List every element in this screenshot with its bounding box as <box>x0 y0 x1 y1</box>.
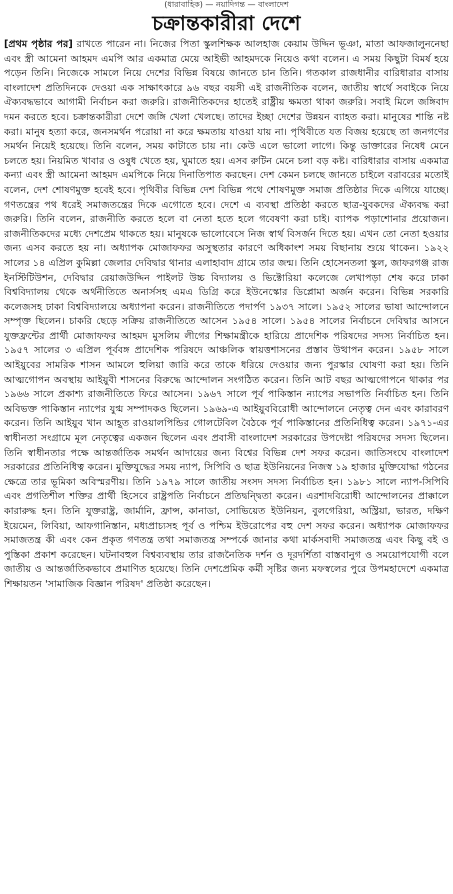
article-body <box>4 38 449 888</box>
clipped-header-strip: (ধারাবাহিক) — নয়াদিগন্ত — বাংলাদেশ <box>164 0 289 9</box>
headline: চক্রান্তকারীরা দেশে <box>152 11 301 35</box>
continuation-kicker: [প্রথম পৃষ্ঠার পর] <box>4 39 73 50</box>
article-text: রাখতে পারেন না। নিজের পিতা স্কুলশিক্ষক আলহাজ কেয়াম উদ্দিন ভূঞা, মাতা আফজালুননেছা এবং স্ত্রী আমেনা আহমদ এমপি আর একমাত্র মেয়ে আইভী আহমদকে নিয়েও কথা বলেন। এ সময় কিছুটা বিমর্ষ হয়ে পড়েন তিনি। নিজেকে সামলে নিয়ে দেশের বিভিন্ন বিষয়ে জানতে চান তিনি। গতকাল রাজধানীর বারিধারার বাসায় বাংলাদেশ প্রতিদিনকে দেওয়া এক সাক্ষাৎকারে ৯৬ বছর বয়সী এই রাজনীতিক বলেন, জাতীয় স্বার্থে সবাইকে নিয়ে ঐক্যবদ্ধভাবে আগামী নির্বাচন করা জরুরি। রাজনীতিকদের হাতেই রাষ্ট্রীয় ক্ষমতা থাকা জরুরি। সবাই মিলে জঙ্গিবাদ দমন করতে হবে। চক্রান্তকারীরা দেশে জঙ্গি খেলা খেলছে। তাদের ইচ্ছা দেশের উন্নয়ন ব্যাহত করা। মানুষের শান্তি নষ্ট করা। মানুষ হত্যা করে, জনসমর্থন পরোয়া না করে ক্ষমতায় যাওয়া যায় না। পৃথিবীতে যত বিজয় হয়েছে তা জনগণের সমর্থন নিয়েই হয়েছে। তিনি বলেন, সময় কাটাতে চায় না। কেউ এলে ভালো লাগে। কিন্তু ডাক্তারের নিষেধ মেনে চলতে হয়। নিয়মিত খাবার ও ওষুধ খেতে হয়, ঘুমাতে হয়। এসব রুটিন মেনে চলা বড় কষ্ট। বারিধারার বাসায় একমাত্র কন্যা এবং স্ত্রী আমেনা আহমদ এমপিকে নিয়ে দিনাতিপাত করছেন। দেশ কেমন চলছে জানতে চাইলে বরাবরের মতোই বলেন, দেশ শোষণমুক্ত হবেই হবে। পৃথিবীর বিভিন্ন দেশ বিভিন্ন পথে শোষণমুক্ত সমাজ প্রতিষ্ঠার দিকে এগিয়ে যাচ্ছে। গণতন্ত্রের পথ ধরেই সমাজতন্ত্রের দিকে এগোতে হবে। দেশে এ ব্যবস্থা প্রতিষ্ঠা করতে ছাত্র-যুবকদের ঐক্যবদ্ধ করা জরুরি। তিনি বলেন, রাজনীতি করতে হলে বা নেতা হতে হলে গবেষণা করা চাই। ব্যাপক পড়াশোনার প্রয়োজন। রাজনীতিকদের মধ্যে দেশপ্রেম থাকতে হয়। মানুষকে ভালোবেসে নিজ স্বার্থ বিসর্জন দিতে হয়। এখন তো নেতা হওয়ার জন্য এসব করতে হয় না। অধ্যাপক মোজাফফর অসুস্থতার কারণে অধিকাংশ সময় বিছানায় শুয়ে থাকেন। ১৯২২ সালের ১৪ এপ্রিল কুমিল্লা জেলার দেবিদ্বার থানার এলাহাবাদ গ্রামে তার জন্ম। তিনি হোসেনতলা স্কুল, জাফরগঞ্জ রাজ ইনস্টিটিউশন, দেবিদ্বার রেয়াজউদ্দিন পাইলট উচ্চ বিদ্যালয় ও ভিক্টোরিয়া কলেজে লেখাপড়া শেষ করে ঢাকা বিশ্ববিদ্যালয় থেকে অর্থনীতিতে অনার্সসহ এমএ ডিগ্রি করে ইউনেস্কোর ডিপ্লোমা অর্জন করেন। বিভিন্ন সরকারি কলেজসহ ঢাকা বিশ্ববিদ্যালয়ে অধ্যাপনা করেন। রাজনীতিতে পদার্পণ ১৯৩৭ সালে। ১৯৫২ সালের ভাষা আন্দোলনে সম্পৃক্ত ছিলেন। চাকরি ছেড়ে সক্রিয় রাজনীতিতে আসেন ১৯৫৪ সালে। ১৯৫৪ সালের নির্বাচনে দেবিদ্বার আসনে যুক্তফ্রন্টের প্রার্থী মোজাফফর আহমদ মুসলিম লীগের শিক্ষামন্ত্রীকে হারিয়ে প্রাদেশিক পরিষদের সদস্য নির্বাচিত হন। ১৯৫৭ সালের ৩ এপ্রিল পূর্ববঙ্গ প্রাদেশিক পরিষদে আঞ্চলিক স্বায়ত্তশাসনের প্রস্তাব উত্থাপন করেন। ১৯৫৮ সালে আইয়ুবের সামরিক শাসন আমলে হুলিয়া জারি করে তাকে ধরিয়ে দেওয়ার জন্য পুরস্কার ঘোষণা করা হয়। তিনি আত্মগোপন অবস্থায় আইয়ুবী শাসনের বিরুদ্ধে আন্দোলন সংগঠিত করেন। তিনি আট বছর আত্মগোপনে থাকার পর ১৯৬৬ সালে প্রকাশ্য রাজনীতিতে ফিরে আসেন। ১৯৬৭ সালে পূর্ব পাকিস্তান ন্যাপের সভাপতি নির্বাচিত হন। তিনি অবিভক্ত পাকিস্তান ন্যাপের যুগ্ম সম্পাদকও ছিলেন। ১৯৬৯-এ আইয়ুববিরোধী আন্দোলনে নেতৃত্ব দেন এবং কারাবরণ করেন। তিনি আইয়ুব খান আহূত রাওয়ালপিন্ডির গোলটেবিল বৈঠকে পূর্ব পাকিস্তানের প্রতিনিধিত্ব করেন। ১৯৭১-এর স্বাধীনতা সংগ্রামে মূল নেতৃত্বের একজন ছিলেন এবং প্রবাসী বাংলাদেশ সরকারের উপদেষ্টা পরিষদের সদস্য ছিলেন। তিনি স্বাধীনতার পক্ষে আন্তর্জাতিক সমর্থন আদায়ের জন্য বিশ্বের বিভিন্ন দেশ সফর করেন। জাতিসংঘে বাংলাদেশ সরকারের প্রতিনিধিত্ব করেন। মুক্তিযুদ্ধের সময় ন্যাপ, সিপিবি ও ছাত্র ইউনিয়নের নিজস্ব ১৯ হাজার মুক্তিযোদ্ধা গঠনের ক্ষেত্রে তার ভূমিকা অবিস্মরণীয়। তিনি ১৯৭৯ সালে জাতীয় সংসদ সদস্য নির্বাচিত হন। ১৯৮১ সালে ন্যাপ-সিপিবি এবং প্রগতিশীল শক্তির প্রার্থী হিসেবে রাষ্ট্রপতি নির্বাচনে প্রতিদ্বন্দ্বিতা করেন। এরশাদবিরোধী আন্দোলনের প্রাক্কালে কারারুদ্ধ হন। তিনি যুক্তরাষ্ট্র, জার্মানি, ফ্রান্স, কানাডা, সোভিয়েত ইউনিয়ন, বুলগেরিয়া, অস্ট্রিয়া, ভারত, দক্ষিণ ইয়েমেন, লিবিয়া, আফগানিস্তান, মধ্যপ্রাচ্যসহ পূর্ব ও পশ্চিম ইউরোপের বহু দেশ সফর করেন। অধ্যাপক মোজাফফর সমাজতন্ত্র কী এবং কেন প্রকৃত গণতন্ত্র তথা সমাজতন্ত্র সম্পর্কে জানার কথা মার্কসবাদী সমাজতন্ত্র এবং কিছু বই ও পুস্তিকা প্রকাশ করেছেন। ঘটনাবহুল বিশ্বব্যবস্থায় তার রাজনৈতিক দর্শন ও দূরদর্শিতা বাস্তবানুগ ও সময়োপযোগী বলে জাতীয় ও আন্তর্জাতিকভাবে প্রমাণিত হয়েছে। তিনি দেশপ্রেমিক কর্মী সৃষ্টির জন্য মফস্বলের পুরে উপমহাদেশে একমাত্র শিক্ষায়তন 'সামাজিক বিজ্ঞান পরিষদ' প্রতিষ্ঠা করেছেন। <box>4 39 449 590</box>
